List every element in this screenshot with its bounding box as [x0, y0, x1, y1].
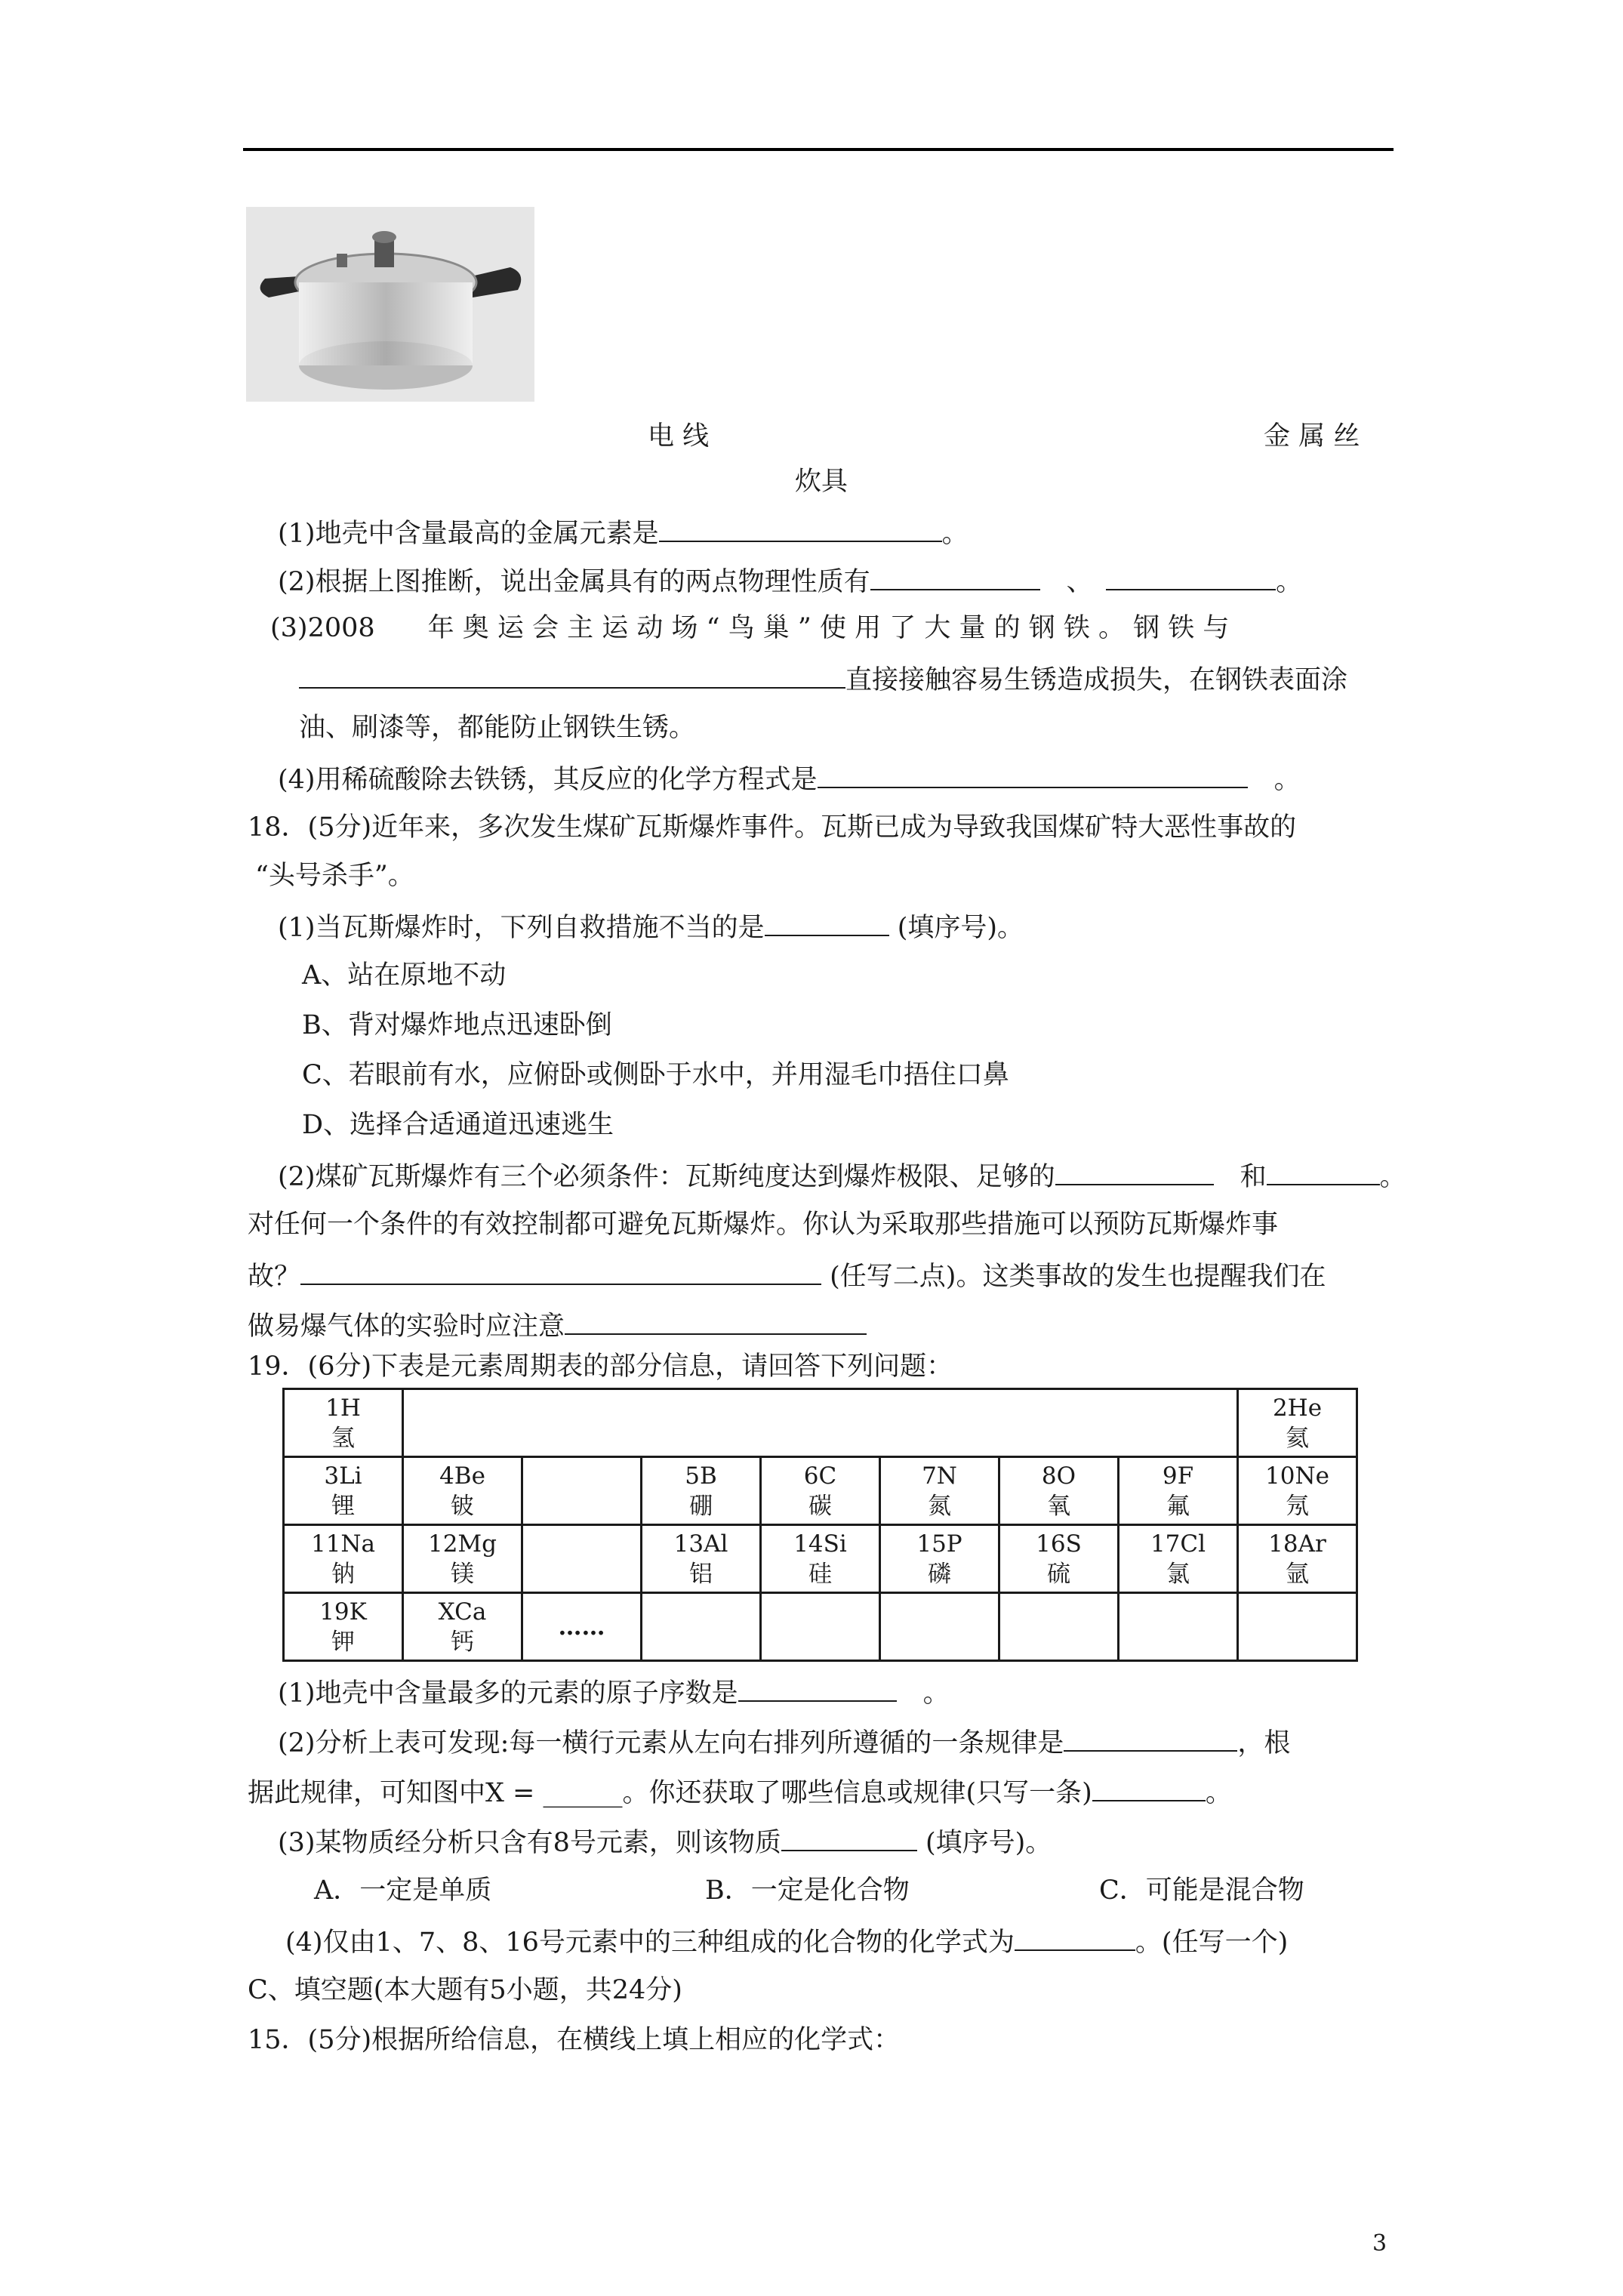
q18-part2: (2)煤矿瓦斯爆炸有三个必须条件：瓦斯纯度达到爆炸极限、足够的 和 。 [278, 1158, 1406, 1194]
answer-blank[interactable] [870, 563, 1040, 590]
q19-part2-line2: 据此规律，可知图中X = ______。你还获取了哪些信息或规律(只写一条) 。 [248, 1774, 1232, 1810]
element-cell: 4Be 铍 [403, 1457, 522, 1525]
label-metal-wire: 金 属 丝 [1264, 421, 1360, 451]
element-cell: 3Li 锂 [284, 1457, 403, 1525]
pressure-cooker-image [246, 207, 534, 402]
q18-part1: (1)当瓦斯爆炸时，下列自救措施不当的是 (填序号)。 [278, 909, 1024, 945]
answer-blank[interactable] [1055, 1158, 1214, 1185]
answer-blank[interactable] [300, 1258, 821, 1285]
q19-title: 19．(6分)下表是元素周期表的部分信息，请回答下列问题： [248, 1351, 953, 1382]
q19-option-b: B．一定是化合物 [705, 1875, 910, 1906]
label-cookware: 炊具 [795, 467, 848, 497]
element-cell: 15P 磷 [880, 1525, 999, 1593]
answer-blank[interactable] [781, 1824, 917, 1851]
element-cell: 5B 硼 [642, 1457, 761, 1525]
q17-part3-line2: 直接接触容易生锈造成损失，在钢铁表面涂 [299, 661, 1347, 697]
element-cell [522, 1525, 642, 1593]
q17-part2: (2)根据上图推断，说出金属具有的两点物理性质有 、 。 [278, 563, 1302, 599]
q18-title: 18．(5分)近年来，多次发生煤矿瓦斯爆炸事件。瓦斯已成为导致我国煤矿特大恶性事故的 [248, 812, 1297, 843]
answer-blank[interactable] [1267, 1158, 1380, 1185]
element-cell: 1H 氢 [284, 1389, 403, 1457]
element-cell: XCa 钙 [403, 1593, 522, 1661]
q17-part3-line3: 油、刷漆等，都能防止钢铁生锈。 [299, 713, 696, 743]
element-cell: 8O 氧 [999, 1457, 1119, 1525]
ellipsis-cell: …… [522, 1593, 642, 1661]
q18-option-c: C、若眼前有水，应俯卧或侧卧于水中，并用湿毛巾捂住口鼻 [302, 1060, 1009, 1090]
element-cell: 2He 氦 [1238, 1389, 1357, 1457]
header-rule [243, 148, 1394, 151]
q18-part2-line3: 故？ (任写二点)。这类事故的发生也提醒我们在 [248, 1258, 1326, 1293]
answer-blank[interactable] [738, 1675, 897, 1702]
element-cell: 9F 氟 [1119, 1457, 1238, 1525]
section-c-heading: C、填空题(本大题有5小题，共24分) [248, 1975, 682, 2005]
empty-cell [880, 1593, 999, 1661]
empty-cell [1119, 1593, 1238, 1661]
answer-blank[interactable] [299, 661, 845, 689]
element-cell: 14Si 硅 [761, 1525, 880, 1593]
periodic-table [282, 1388, 1358, 1662]
element-cell: 10Ne 氖 [1238, 1457, 1357, 1525]
q17-part1: (1)地壳中含量最高的金属元素是 。 [278, 515, 969, 550]
q17-part4: (4)用稀硫酸除去铁锈，其反应的化学方程式是 。 [278, 761, 1301, 797]
element-cell: 19K 钾 [284, 1593, 403, 1661]
q18-part2-line4: 做易爆气体的实验时应注意 [248, 1308, 867, 1343]
q19-part4: (4)仅由1、7、8、16号元素中的三种组成的化合物的化学式为 。(任写一个) [285, 1924, 1288, 1959]
element-cell: 11Na 钠 [284, 1525, 403, 1593]
q19-part3: (3)某物质经分析只含有8号元素，则该物质 (填序号)。 [278, 1824, 1052, 1860]
q19-part1: (1)地壳中含量最多的元素的原子序数是 。 [278, 1675, 950, 1710]
q18-option-b: B、背对爆炸地点迅速卧倒 [302, 1010, 612, 1040]
q17-part3-line1: (3)2008 年 奥 运 会 主 运 动 场 “ 鸟 巢 ” 使 用 了 大 量 的 钢 铁 。 钢 铁 与 [270, 613, 1230, 643]
element-cell: 13Al 铝 [642, 1525, 761, 1593]
element-cell: 7N 氮 [880, 1457, 999, 1525]
element-cell [522, 1457, 642, 1525]
answer-blank[interactable] [659, 515, 942, 542]
answer-blank[interactable] [765, 909, 889, 936]
answer-blank[interactable] [818, 761, 1248, 788]
answer-blank[interactable] [1064, 1724, 1237, 1752]
element-cell: 6C 碳 [761, 1457, 880, 1525]
label-wire: 电 线 [648, 421, 710, 451]
table-row [284, 1389, 1357, 1457]
table-row [284, 1593, 1357, 1661]
q19-part2: (2)分析上表可发现:每一横行元素从左向右排列所遵循的一条规律是 ，根 [278, 1724, 1290, 1760]
table-row [284, 1525, 1357, 1593]
page-number: 3 [1372, 2230, 1387, 2257]
answer-blank[interactable] [1015, 1924, 1135, 1951]
q19-option-c: C．可能是混合物 [1099, 1875, 1304, 1906]
empty-cell [1238, 1593, 1357, 1661]
answer-blank[interactable] [1092, 1774, 1206, 1801]
q19-option-a: A．一定是单质 [314, 1875, 492, 1906]
q18-option-a: A、站在原地不动 [302, 960, 507, 991]
element-cell: 12Mg 镁 [403, 1525, 522, 1593]
q15-title: 15．(5分)根据所给信息，在横线上填上相应的化学式： [248, 2025, 901, 2055]
answer-blank[interactable] [1106, 563, 1276, 590]
empty-cell [403, 1389, 1238, 1457]
empty-cell [999, 1593, 1119, 1661]
q18-title-2: “头号杀手”。 [255, 861, 414, 891]
q18-option-d: D、选择合适通道迅速逃生 [302, 1110, 614, 1140]
element-cell: 17Cl 氯 [1119, 1525, 1238, 1593]
empty-cell [642, 1593, 761, 1661]
element-cell: 16S 硫 [999, 1525, 1119, 1593]
q18-part2-line2: 对任何一个条件的有效控制都可避免瓦斯爆炸。你认为采取那些措施可以预防瓦斯爆炸事 [248, 1210, 1279, 1240]
element-cell: 18Ar 氩 [1238, 1525, 1357, 1593]
empty-cell [761, 1593, 880, 1661]
table-row [284, 1457, 1357, 1525]
answer-blank[interactable] [565, 1308, 867, 1335]
